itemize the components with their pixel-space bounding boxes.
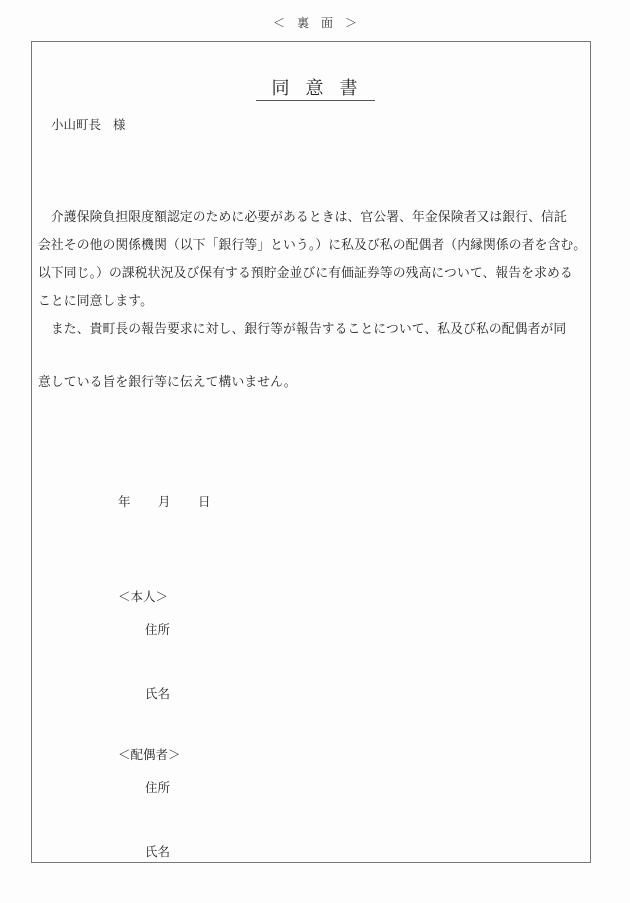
body-line-4: ことに同意します。 (38, 294, 154, 309)
addressee (51, 115, 126, 133)
self-section-heading: ＜本人＞ (118, 589, 169, 604)
document-title (0, 78, 630, 101)
page-label-open: ＜ (272, 16, 285, 30)
addressee-honorific: 様 (113, 117, 126, 132)
document-title-text: 同意書 (256, 79, 375, 101)
date-month-label: 月 (158, 494, 171, 509)
date-year-label: 年 (118, 494, 131, 509)
date-field (118, 492, 211, 510)
body-line-3: 以下同じ。）の課税状況及び保有する預貯金並びに有価証券等の残高について、報告を求める (38, 266, 573, 281)
body-line-6: 意している旨を銀行等に伝えて構いません。 (38, 375, 297, 390)
body-line-2: 会社その他の関係機関（以下「銀行等」という。）に私及び私の配偶者（内縁関係の者を含む。 (38, 238, 587, 253)
self-address-label: 住所 (145, 622, 171, 637)
date-day-label: 日 (198, 494, 211, 509)
spouse-section-heading: ＜配偶者＞ (118, 747, 181, 762)
consent-form-frame (31, 41, 591, 863)
body-line-5: また、貴町長の報告要求に対し、銀行等が報告することについて、私及び私の配偶者が同 (38, 322, 567, 337)
page-side-label (0, 14, 630, 31)
page-label-close: ＞ (345, 16, 358, 30)
page-label-text: 裏 面 (296, 16, 333, 30)
spouse-name-label: 氏名 (145, 844, 171, 859)
spouse-address-label: 住所 (145, 780, 171, 795)
body-line-1: 介護保険負担限度額認定のために必要があるときは、官公署、年金保険者又は銀行、信託 (38, 210, 567, 225)
self-name-label: 氏名 (145, 686, 171, 701)
addressee-name: 小山町長 (51, 117, 102, 132)
